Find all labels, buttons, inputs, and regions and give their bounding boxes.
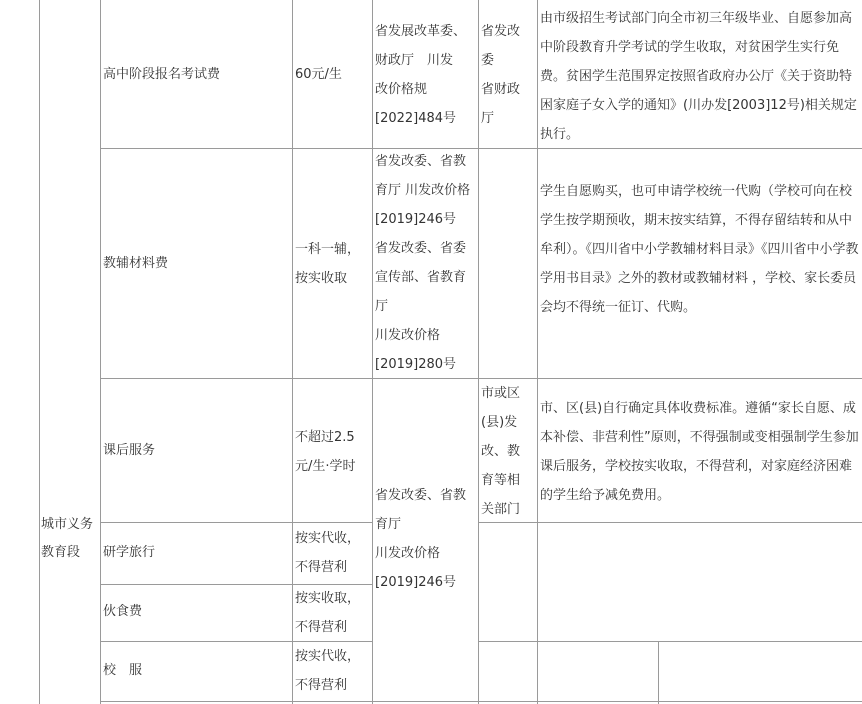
policy-basis: 省发展改革委、 财政厅 川发 改价格规 [2022]484号 [375,24,467,126]
fee-standard: 60元/生 [295,67,342,82]
row-divider [478,641,862,642]
fee-item-name: 伙食费 [103,604,143,619]
fee-remark: 学生自愿购买，也可申请学校统一代购（学校可向在校学生按学期预收，期末按实结算，不得存留结转和从中牟利）。《四川省中小学教辅材料目录》《四川省中小学教学用书目录》之外的教材或教辅材料 ，学校、家长委员会均不得统一征订、代购。 [540,184,859,315]
fee-item-name: 课后服务 [103,443,156,458]
col-divider [39,0,40,704]
policy-basis: 省发改委、省教 育厅 川发改价格 [2019]246号 [375,488,467,590]
fee-remark: 市、区(县)自行确定具体收费标准。遵循“家长自愿、成本补偿、非营利性”原则，不得强制或变相强制学生参加课后服务，学校按实收取，不得营利，对家庭经济困难的学生给予减免费用。 [540,401,859,503]
fee-remark: 由市级招生考试部门向全市初三年级毕业、自愿参加高中阶段教育升学考试的学生收取，对贫困学生实行免费。贫困学生范围界定按照省政府办公厅《关于资助特困家庭子女入学的通知》(川办发[2003]12号)相关规定执行。 [540,11,857,142]
approval-authority: 市或区 (县)发 改、教 育等相 关部门 [481,386,521,517]
fee-item-name: 高中阶段报名考试费 [103,67,221,82]
col-divider [100,0,101,704]
fee-standard: 不超过2.5 元/生·学时 [295,430,356,474]
fee-item-name: 校 服 [103,663,143,678]
fee-standard: 按实代收， 不得营利 [295,649,361,693]
fee-item-name: 教辅材料费 [103,256,169,271]
fee-standard: 一科一辅， 按实收取 [295,242,361,286]
row-divider [100,701,862,702]
col-divider [537,0,538,704]
fee-item-name: 研学旅行 [103,545,156,560]
col-divider [372,0,373,704]
col-divider [658,641,659,704]
category-cell: 城市义务 教育段 [41,517,94,560]
fee-standard: 按实收取， 不得营利 [295,591,361,635]
fee-standard: 按实代收， 不得营利 [295,531,361,575]
col-divider [478,0,479,704]
row-divider [100,522,372,523]
col-divider [292,0,293,704]
policy-basis: 省发改委、省教 育厅 川发改价格 [2019]246号 省发改委、省委 宣传部、省教育 厅 川发改价格 [2019]280号 [375,154,471,372]
approval-authority: 省发改 委 省财政 厅 [481,24,521,126]
